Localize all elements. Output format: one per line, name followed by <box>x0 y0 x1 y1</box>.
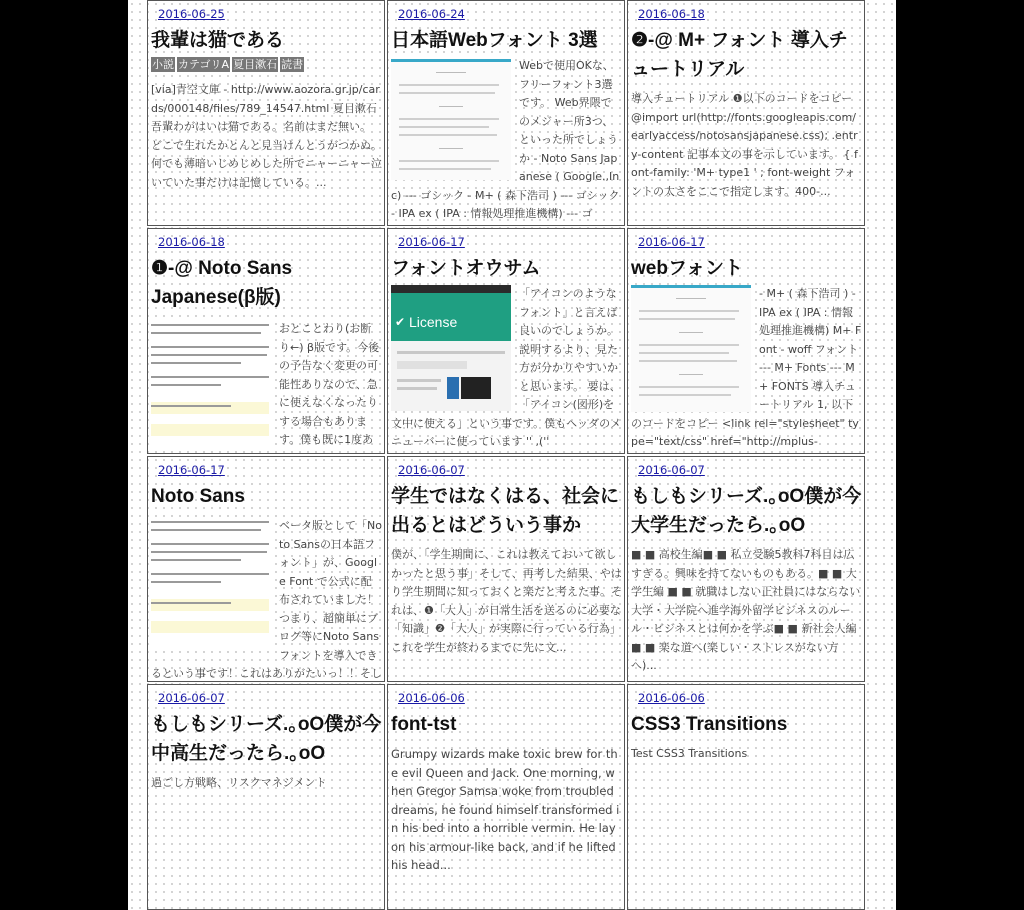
post-date-link[interactable]: 2016-06-17 <box>158 463 225 477</box>
post-title[interactable]: ❶-@ Noto Sans Japanese(β版) <box>151 258 293 308</box>
post-thumbnail[interactable] <box>391 285 511 411</box>
post-excerpt: - M+ ( 森下浩司 ) - IPA ex ( IPA : 情報処理推進機構) M+ Font - woff フォント --- M+ Fonts --- M+ FONTS 導入チュートリアル 1, 以下のコードをコピー <link rel="stylesheet" type="text/css" href="http://mplus- <box>631 287 862 448</box>
post-title[interactable]: フォントオウサム <box>391 258 541 279</box>
post-grid <box>147 0 865 910</box>
post-date-link[interactable]: 2016-06-17 <box>398 235 465 249</box>
post-thumbnail[interactable] <box>391 59 511 180</box>
post-card[interactable] <box>627 456 865 682</box>
post-excerpt: [via]青空文庫 - http://www.aozora.gr.jp/cards/000148/files/789_14547.html 夏目漱石 吾輩わがはいは猫である。名前はまだ無い。 どこで生れたかとんと見当けんとうがつかぬ。何でも薄暗いじめじめした所でニャーニャー泣いていた事だけは記憶している。... <box>151 83 382 189</box>
post-title[interactable]: CSS3 Transitions <box>631 714 788 735</box>
post-date-link[interactable]: 2016-06-17 <box>638 235 705 249</box>
tag[interactable]: カテゴリA <box>178 58 230 71</box>
post-card[interactable] <box>387 0 625 226</box>
post-excerpt: ベータ版として「Noto Sansの日本語フォント」が、Google Font で公式に配布されていました！つまり、超簡単にブログ等にNoto Sansフォントを導入できるという事です！これはありがたいっ！！そし <box>151 519 382 680</box>
check-icon: ✔ <box>395 315 406 329</box>
tag[interactable]: 小説 <box>152 58 174 71</box>
post-title[interactable]: webフォント <box>631 258 744 279</box>
post-title[interactable]: もしもシリーズ.｡oO僕が今中高生だったら.｡oO <box>151 714 382 764</box>
post-excerpt: おとことわり(お断り←) β版です。今後の予告なく変更の可能性ありなので、急に使えなくなったりする場合もあります。僕も既に1度あ <box>279 322 380 446</box>
post-excerpt: Test CSS3 Transitions <box>631 747 748 760</box>
post-title[interactable]: 日本語Webフォント 3選 <box>391 30 598 51</box>
post-excerpt: 導入チュートリアル ❶以下のコードをコピー @import url(http://fonts.googleapis.com/earlyaccess/notosansjapanese.css); .entry-content 記事本文の事を示しています。 { font-family: 'M+ type1 ' ; font-weight フォントの太さをここで指定します。400-... <box>631 92 858 198</box>
post-card[interactable] <box>147 228 385 454</box>
post-thumbnail[interactable] <box>151 517 271 645</box>
post-date-link[interactable]: 2016-06-24 <box>398 7 465 21</box>
post-date-link[interactable]: 2016-06-06 <box>398 691 465 705</box>
post-card[interactable] <box>627 684 865 910</box>
blog-page <box>128 0 896 910</box>
post-card[interactable] <box>387 684 625 910</box>
post-excerpt: Grumpy wizards make toxic brew for the evil Queen and Jack. One morning, when Gregor Samsa woke from troubled dreams, he found himself transformed in his bed into a horrible vermin. He lay on his armour-like back, and if he lifted his head... <box>391 747 620 872</box>
tag[interactable]: 夏目漱石 <box>233 58 278 71</box>
thumbnail-label: License <box>409 314 458 330</box>
post-date-link[interactable]: 2016-06-18 <box>638 7 705 21</box>
post-card[interactable] <box>147 0 385 226</box>
post-title[interactable]: font-tst <box>391 714 457 735</box>
tag-list <box>151 55 382 72</box>
post-card[interactable] <box>387 228 625 454</box>
post-date-link[interactable]: 2016-06-07 <box>158 691 225 705</box>
post-title[interactable]: ❷-@ M+ フォント 導入チュートリアル <box>631 30 848 80</box>
post-date-link[interactable]: 2016-06-18 <box>158 235 225 249</box>
post-title[interactable]: 学生ではなくはる、社会に出るとはどういう事か <box>391 486 620 536</box>
post-card[interactable] <box>147 684 385 910</box>
post-excerpt: 僕が、「学生期間に、これは教えておいて欲しかったと思う事」そして、再考した結果、やはり学生期間に知っておくと楽だと考えた事。それは、❶「大人」が日常生活を送るのに必要な「知識」❷「大人」が実際に行っている行為」これを学生が終わるまでに先に文... <box>391 548 622 654</box>
post-title[interactable]: 我輩は猫である <box>151 30 285 51</box>
post-date-link[interactable]: 2016-06-07 <box>398 463 465 477</box>
post-card[interactable] <box>387 456 625 682</box>
post-excerpt: ■ ■ 高校生編■ ■ 私立受験5教科7科目は広すぎる。興味を持てないものもある。■ ■ 大学生編 ■ ■ 就職はしない正社員にはならない大学・大学院へ進学海外留学ビジネスのルール・ビジネスとは何かを学ぶ■ ■ 新社会人編■ ■ 楽な道へ(楽しい・ストレスがない方へ)... <box>631 548 861 672</box>
post-excerpt: 過ごし方戦略、リスクマネジメント <box>151 776 327 789</box>
post-thumbnail[interactable] <box>631 285 751 412</box>
post-card[interactable] <box>147 456 385 682</box>
post-title[interactable]: Noto Sans <box>151 486 245 507</box>
post-thumbnail[interactable] <box>151 320 271 448</box>
post-date-link[interactable]: 2016-06-06 <box>638 691 705 705</box>
post-card[interactable] <box>627 0 865 226</box>
post-date-link[interactable]: 2016-06-07 <box>638 463 705 477</box>
post-excerpt: Webで使用OKな、フリーフォント3選です。 Web界隈でのメジャー所3つ、といった所でしょうか - Noto Sans Japanese ( Google.,Inc) --- ゴシック - M+ ( 森下浩司 ) --- ゴシック - IPA ex ( IPA : 情報処理推進機構) --- ゴ <box>391 59 620 220</box>
post-title[interactable]: もしもシリーズ.｡oO僕が今大学生だったら.｡oO <box>631 486 862 536</box>
post-date-link[interactable]: 2016-06-25 <box>158 7 225 21</box>
tag[interactable]: 読書 <box>281 58 304 71</box>
post-card[interactable] <box>627 228 865 454</box>
post-excerpt: 「アイコンのようなフォント」と言えば良いのでしょうか。 説明するより、見た方が分かりやすいかと思います。 要は、「アイコン(図形)を文中に使える」という事です。僕もヘッダのメニューバーに使っています '' ,('' <box>391 287 622 448</box>
